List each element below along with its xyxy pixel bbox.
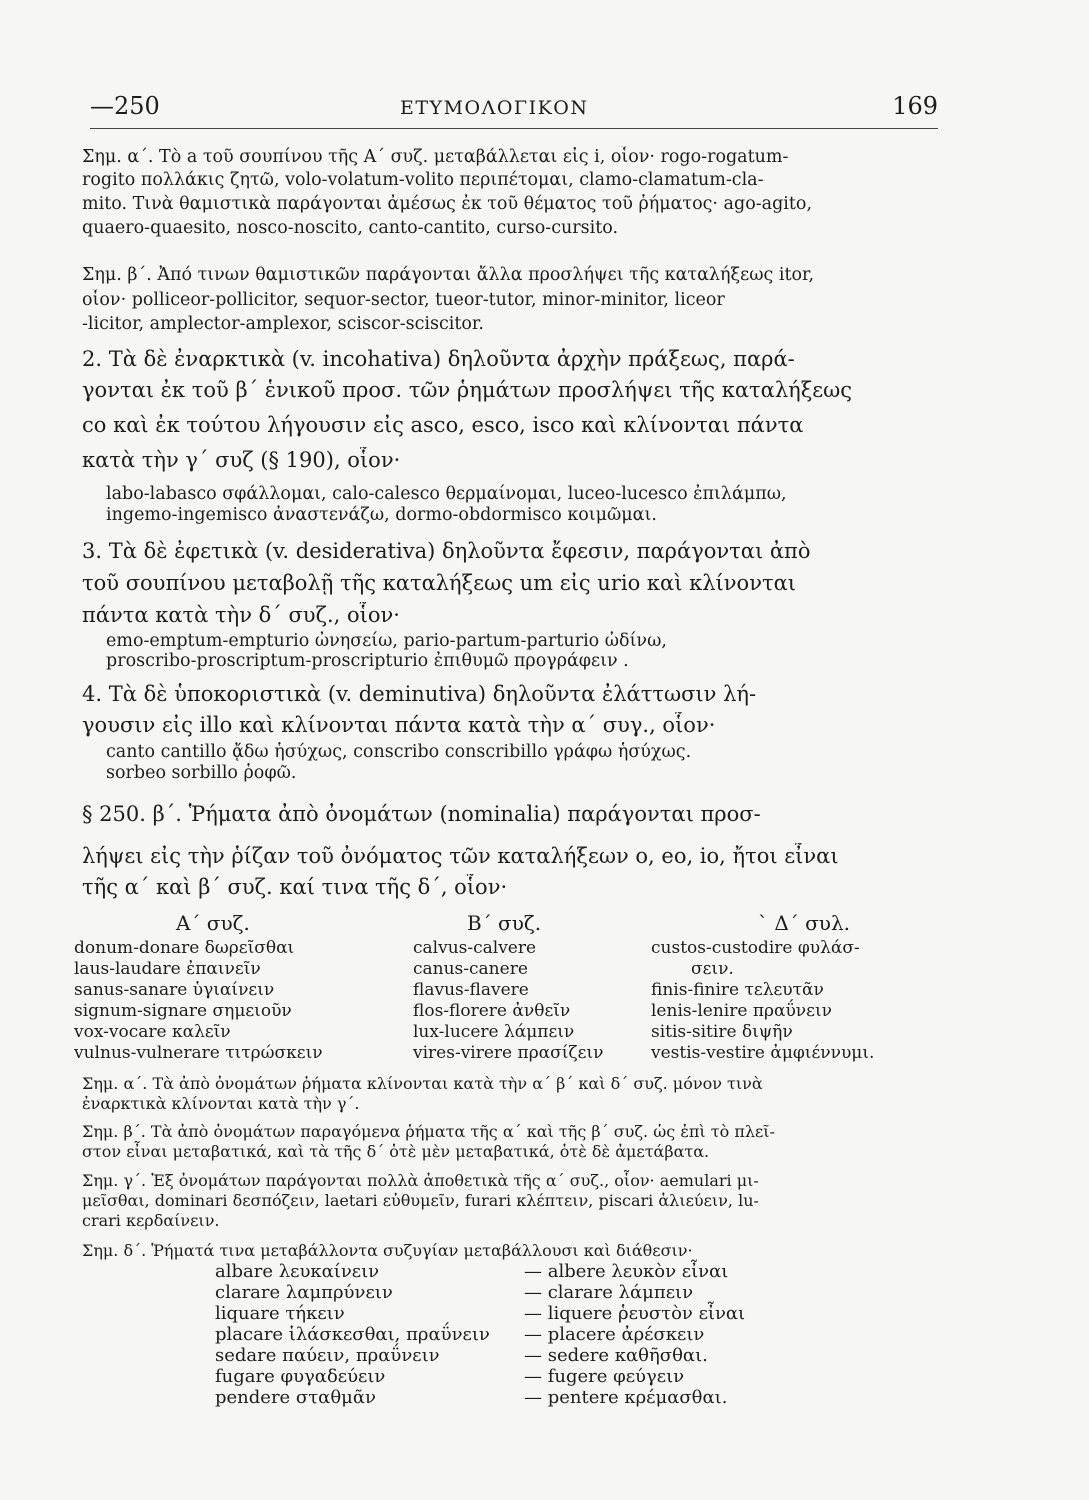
pair-item: — pentere κρέμασθαι. xyxy=(524,1387,728,1408)
table-cell: signum-signare σημειοῦν xyxy=(74,1001,292,1021)
pair-item: — liquere ῥευστὸν εἶναι xyxy=(524,1303,746,1324)
header-rule xyxy=(90,128,938,129)
note-line: Σημ. γ΄. Ἐξ ὀνομάτων παράγονται πολλὰ ἀποθετικὰ τῆς α΄ συζ., οἷον· aemulari μι- xyxy=(82,1171,759,1190)
text-line: 3. Τὰ δὲ ἐφετικὰ (v. desiderativa) δηλοῦντα ἔφεσιν, παράγονται ἀπὸ xyxy=(82,539,811,563)
pair-item: — placere ἀρέσκειν xyxy=(524,1324,705,1345)
pair-item: clarare λαμπρύνειν xyxy=(215,1282,393,1303)
note-line: Σημ. β΄. Τὰ ἀπὸ ὀνομάτων παραγόμενα ῥήματα τῆς α΄ καὶ τῆς β΄ συζ. ὡς ἐπὶ τὸ πλεῖ- xyxy=(82,1122,775,1141)
table-cell: canus-canere xyxy=(413,959,528,979)
text-line: τοῦ σουπίνου μεταβολῇ τῆς καταλήξεως um εἰς urio καὶ κλίνονται xyxy=(82,571,796,595)
section-heading: § 250. β΄. Ῥήματα ἀπὸ ὀνομάτων (nominalia) παράγονται προσ- xyxy=(82,802,761,826)
pair-item: albare λευκαίνειν xyxy=(215,1261,380,1282)
table-cell: donum-donare δωρεῖσθαι xyxy=(74,938,295,958)
text-line: -licitor, amplector-amplexor, sciscor-sciscitor. xyxy=(82,314,484,334)
table-cell: flavus-flavere xyxy=(413,980,529,1000)
table-cell: vestis-vestire ἀμφιέννυμι. xyxy=(651,1043,875,1063)
pair-item: — sedere καθῆσθαι. xyxy=(524,1345,708,1366)
pair-item: liquare τήκειν xyxy=(215,1303,345,1324)
example-line: proscribo-proscriptum-proscripturio ἐπιθυμῶ προγράφειν . xyxy=(106,651,629,671)
table-cell: sanus-sanare ὑγιαίνειν xyxy=(74,980,275,1000)
text-line: 4. Τὰ δὲ ὑποκοριστικὰ (v. deminutiva) δηλοῦντα ἐλάττωσιν λή- xyxy=(82,682,757,706)
text-line: co καὶ ἐκ τούτου λήγουσιν εἰς asco, esco, isco καὶ κλίνονται πάντα xyxy=(82,413,804,437)
note-line: μεῖσθαι, dominari δεσπόζειν, laetari εὐθυμεῖν, furari κλέπτειν, piscari ἁλιεύειν, lu- xyxy=(82,1191,759,1210)
text-line: rogito πολλάκις ζητῶ, volo-volatum-volito περιπέτομαι, clamo-clamatum-cla- xyxy=(82,170,764,190)
table-cell: vox-vocare καλεῖν xyxy=(74,1022,231,1042)
text-line: Σημ. α΄. Τὸ a τοῦ σουπίνου τῆς Α΄ συζ. μεταβάλλεται εἰς i, οἷον· rogo-rogatum- xyxy=(82,147,789,167)
note-line: crari κερδαίνειν. xyxy=(82,1211,220,1230)
note-line: Σημ. δ΄. Ῥήματά τινα μεταβάλλοντα συζυγίαν μεταβάλλουσι καὶ διάθεσιν· xyxy=(82,1241,693,1260)
conjugation-column-b xyxy=(413,938,603,1064)
pair-item: — clarare λάμπειν xyxy=(524,1282,694,1303)
conjugation-column-d xyxy=(651,938,874,1064)
table-cell: flos-florere ἀνθεῖν xyxy=(413,1001,571,1021)
running-header xyxy=(90,92,938,128)
example-line: emo-emptum-empturio ὠνησείω, pario-partum-parturio ὠδίνω, xyxy=(106,631,667,651)
text-line: τῆς α΄ καὶ β΄ συζ. καί τινα τῆς δ΄, οἷον· xyxy=(82,875,508,899)
pairs-left xyxy=(215,1262,490,1409)
table-cell: sitis-sitire διψῆν xyxy=(651,1022,793,1042)
column-header: ` Δ΄ συλ. xyxy=(758,911,851,935)
example-line: labo-labasco σφάλλομαι, calo-calesco θερμαίνομαι, luceo-lucesco ἐπιλάμπω, xyxy=(106,484,787,504)
example-line: ingemo-ingemisco ἀναστενάζω, dormo-obdormisco κοιμῶμαι. xyxy=(106,505,657,525)
table-cell: calvus-calvere xyxy=(413,938,537,958)
pairs-right xyxy=(524,1262,745,1409)
table-cell: custos-custodire φυλάσ- xyxy=(651,938,860,958)
table-cell: laus-laudare ἐπαινεῖν xyxy=(74,959,261,979)
table-cell: vires-virere πρασίζειν xyxy=(413,1043,604,1063)
text-line: mito. Τινὰ θαμιστικὰ παράγονται ἀμέσως ἐκ τοῦ θέματος τοῦ ῥήματος· ago-agito, xyxy=(82,194,813,214)
text-line: οἷον· polliceor-pollicitor, sequor-sector, tueor-tutor, minor-minitor, liceor xyxy=(82,290,725,310)
column-header: Α΄ συζ. xyxy=(176,911,250,935)
conjugation-column-a xyxy=(74,938,323,1064)
table-cell: lenis-lenire πραΰνειν xyxy=(651,1001,832,1021)
table-cell: vulnus-vulnerare τιτρώσκειν xyxy=(74,1043,323,1063)
column-header: Β΄ συζ. xyxy=(467,911,542,935)
pair-item: pendere σταθμᾶν xyxy=(215,1387,376,1408)
note-line: Σημ. α΄. Τὰ ἀπὸ ὀνομάτων ῥήματα κλίνονται κατὰ τὴν α΄ β΄ καὶ δ΄ συζ. μόνον τινὰ xyxy=(82,1074,763,1093)
table-cell: finis-finire τελευτᾶν xyxy=(651,980,824,1000)
table-cell: σειν. xyxy=(691,959,734,979)
text-line: γονται ἐκ τοῦ β΄ ἑνικοῦ προσ. τῶν ῥημάτων προσλήψει τῆς καταλήξεως xyxy=(82,378,853,402)
pair-item: placare ἱλάσκεσθαι, πραΰνειν xyxy=(215,1324,490,1345)
text-line: quaero-quaesito, nosco-noscito, canto-cantito, curso-cursito. xyxy=(82,218,619,238)
pair-item: sedare παύειν, πραΰνειν xyxy=(215,1345,440,1366)
note-line: στον εἶναι μεταβατικά, καὶ τὰ τῆς δ΄ ὁτὲ μὲν μεταβατικά, ὁτὲ δὲ ἀμετάβατα. xyxy=(82,1142,710,1161)
example-line: sorbeo sorbillo ῥοφῶ. xyxy=(106,763,297,783)
paragraph-ref: —250 xyxy=(90,92,160,120)
text-line: Σημ. β΄. Ἀπό τινων θαμιστικῶν παράγονται ἄλλα προσλήψει τῆς καταλήξεως itor, xyxy=(82,265,815,285)
text-line: κατὰ τὴν γ΄ συζ (§ 190), οἷον· xyxy=(82,448,401,472)
pair-item: fugare φυγαδεύειν xyxy=(215,1366,386,1387)
example-line: canto cantillo ᾄδω ἡσύχως, conscribo conscribillo γράφω ἡσύχως. xyxy=(106,742,692,762)
pair-item: — fugere φεύγειν xyxy=(524,1366,685,1387)
text-line: λήψει εἰς τὴν ῥίζαν τοῦ ὀνόματος τῶν καταλήξεων o, eo, io, ἤτοι εἶναι xyxy=(82,844,839,868)
table-cell: lux-lucere λάμπειν xyxy=(413,1022,575,1042)
page-number: 169 xyxy=(892,92,938,120)
text-line: γουσιν εἰς illo καὶ κλίνονται πάντα κατὰ τὴν α΄ συγ., οἷον· xyxy=(82,713,716,737)
pair-item: — albere λευκὸν εἶναι xyxy=(524,1261,729,1282)
note-line: ἐναρκτικὰ κλίνονται κατὰ τὴν γ΄. xyxy=(82,1094,360,1113)
text-line: πάντα κατὰ τὴν δ΄ συζ., οἷον· xyxy=(82,603,400,627)
running-title: ΕΤΥΜΟΛΟΓΙΚΟΝ xyxy=(400,97,589,119)
text-line: 2. Τὰ δὲ ἐναρκτικὰ (v. incohativa) δηλοῦντα ἀρχὴν πράξεως, παρά- xyxy=(82,347,795,371)
